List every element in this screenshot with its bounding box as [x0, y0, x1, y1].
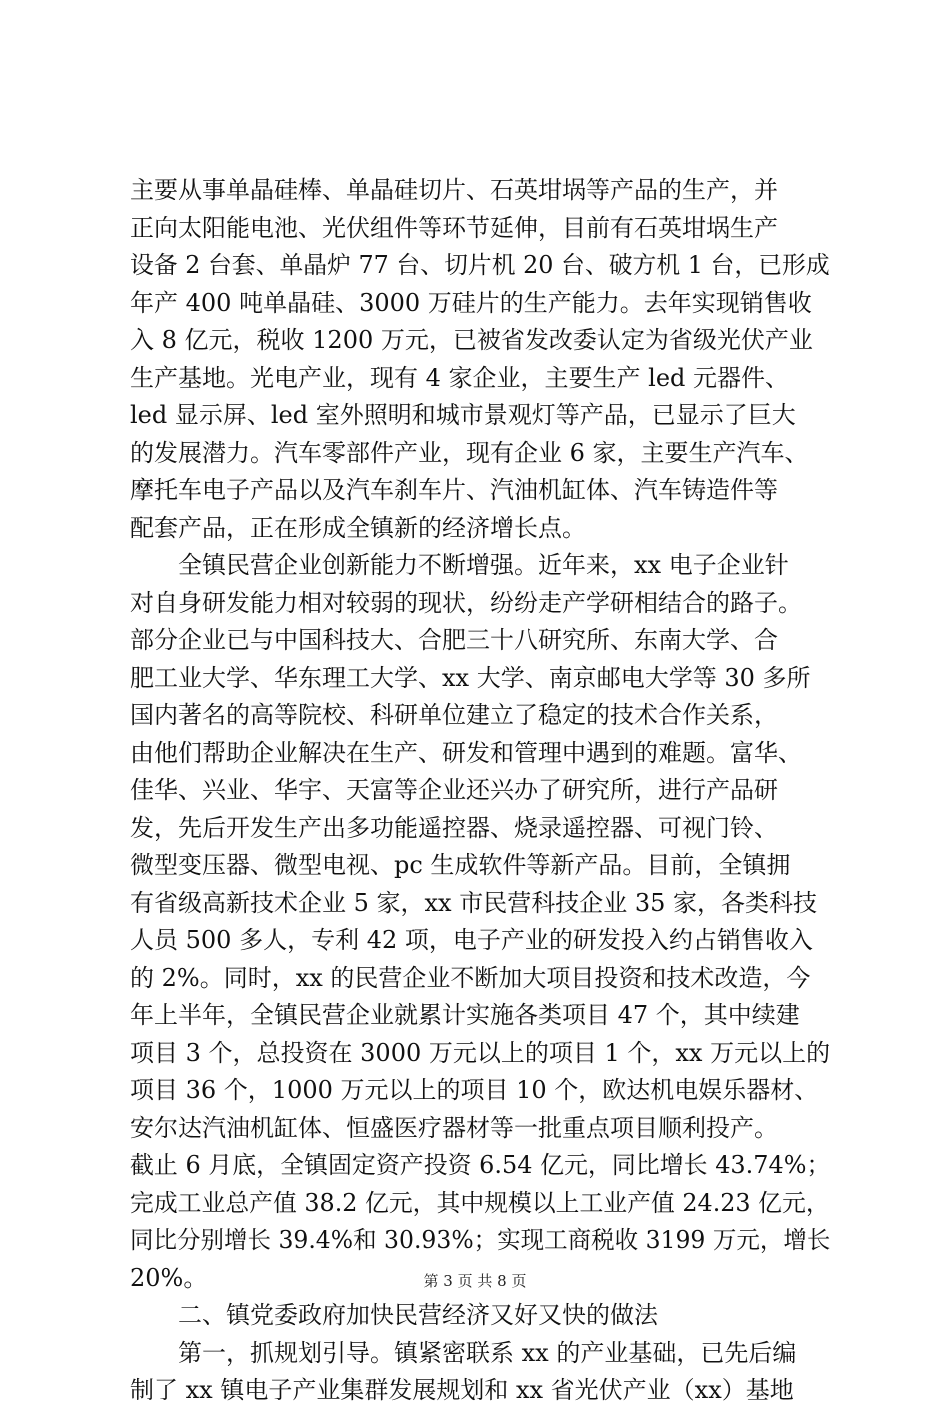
text-line: 的发展潜力。汽车零部件产业，现有企业 6 家，主要生产汽车、 — [130, 438, 809, 467]
text-line: 入 8 亿元，税收 1200 万元，已被省发改委认定为省级光伏产业 — [130, 326, 813, 354]
text-line: 第一，抓规划引导。镇紧密联系 xx 的产业基础，已先后编 — [130, 1338, 797, 1367]
text-line: 国内著名的高等院校、科研单位建立了稳定的技术合作关系， — [130, 701, 778, 729]
text-line: 正向太阳能电池、光伏组件等环节延伸，目前有石英坩埚生产 — [130, 213, 778, 242]
text-line: 同比分别增长 39.4%和 30.93%；实现工商税收 3199 万元，增长 — [130, 1226, 831, 1254]
text-line: 设备 2 台套、单晶炉 77 台、切片机 20 台、破方机 1 台，已形成 — [130, 251, 830, 279]
text-line: 发，先后开发生产出多功能遥控器、烧录遥控器、可视门铃、 — [130, 813, 778, 842]
text-line: 完成工业总产值 38.2 亿元，其中规模以上工业产值 24.23 亿元， — [130, 1188, 830, 1217]
text-line: 年产 400 吨单晶硅、3000 万硅片的生产能力。去年实现销售收 — [130, 288, 812, 317]
text-line: 安尔达汽油机缸体、恒盛医疗器材等一批重点项目顺利投产。 — [130, 1113, 778, 1142]
text-line: 肥工业大学、华东理工大学、xx 大学、南京邮电大学等 30 多所 — [130, 663, 811, 692]
text-line: 生产基地。光电产业，现有 4 家企业，主要生产 led 元器件、 — [130, 363, 790, 392]
text-line: 项目 3 个，总投资在 3000 万元以上的项目 1 个，xx 万元以上的 — [130, 1038, 831, 1067]
text-line: led 显示屏、led 室外照明和城市景观灯等产品，已显示了巨大 — [130, 401, 796, 429]
text-line: 配套产品，正在形成全镇新的经济增长点。 — [130, 513, 586, 542]
text-line: 主要从事单晶硅棒、单晶硅切片、石英坩埚等产品的生产，并 — [130, 176, 778, 204]
text-line: 年上半年，全镇民营企业就累计实施各类项目 47 个，其中续建 — [130, 1001, 800, 1029]
text-line: 的 2%。同时，xx 的民营企业不断加大项目投资和技术改造，今 — [130, 963, 811, 992]
text-line: 制了 xx 镇电子产业集群发展规划和 xx 省光伏产业（xx）基地 — [130, 1376, 794, 1404]
text-line: 佳华、兴业、华宇、天富等企业还兴办了研究所，进行产品研 — [130, 776, 778, 804]
text-line: 项目 36 个，1000 万元以上的项目 10 个，欧达机电娱乐器材、 — [130, 1076, 819, 1104]
page-footer: 第 3 页 共 8 页 — [423, 1272, 527, 1290]
text-line: 全镇民营企业创新能力不断增强。近年来，xx 电子企业针 — [130, 551, 789, 579]
text-line: 部分企业已与中国科技大、合肥三十八研究所、东南大学、合 — [130, 626, 778, 654]
text-line: 二、镇党委政府加快民营经济又好又快的做法 — [130, 1301, 658, 1329]
text-line: 摩托车电子产品以及汽车刹车片、汽油机缸体、汽车铸造件等 — [130, 476, 778, 504]
text-line: 微型变压器、微型电视、pc 生成软件等新产品。目前，全镇拥 — [130, 851, 791, 879]
body-text — [130, 172, 830, 1410]
text-line: 对自身研发能力相对较弱的现状，纷纷走产学研相结合的路子。 — [130, 588, 802, 617]
text-line: 人员 500 多人，专利 42 项，电子产业的研发投入约占销售收入 — [130, 926, 813, 954]
text-line: 由他们帮助企业解决在生产、研发和管理中遇到的难题。富华、 — [130, 738, 802, 767]
text-line: 有省级高新技术企业 5 家，xx 市民营科技企业 35 家，各类科技 — [130, 888, 818, 917]
text-line: 20%。 — [130, 1263, 208, 1292]
text-line: 截止 6 月底，全镇固定资产投资 6.54 亿元，同比增长 43.74%； — [130, 1151, 831, 1179]
